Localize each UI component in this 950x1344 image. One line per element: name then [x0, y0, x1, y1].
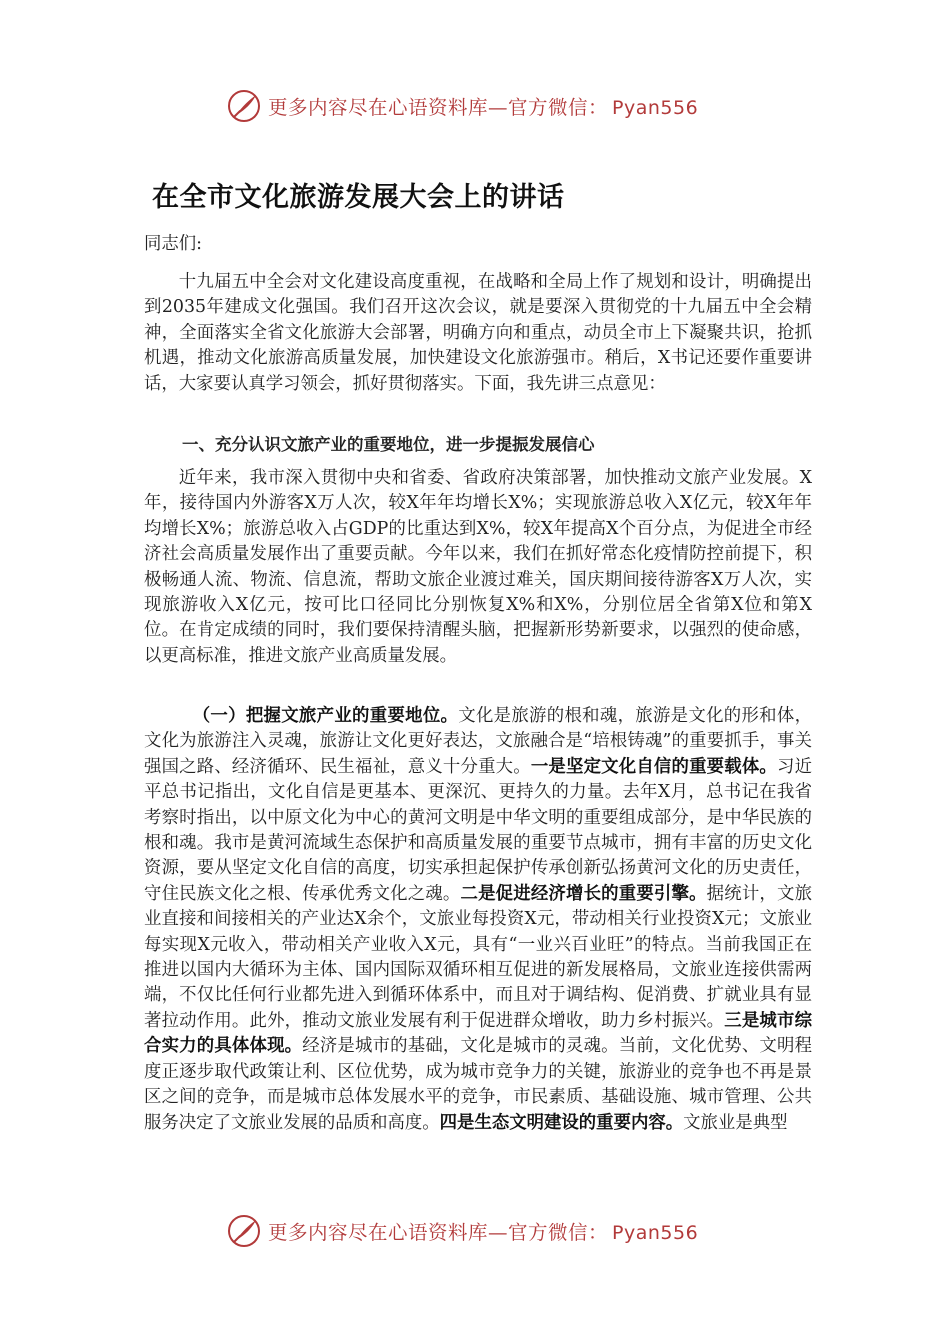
page-title: 在全市文化旅游发展大会上的讲话	[152, 182, 565, 213]
watermark-header	[226, 86, 746, 126]
watermark-footer	[226, 1211, 746, 1251]
subsection-paragraph: （一）把握文旅产业的重要地位。文化是旅游的根和魂，旅游是文化的形和体，文化为旅游注入灵魂，旅游让文化更好表达，文旅融合是“培根铸魂”的重要抓手，事关强国之路、经济循环、民生福祉，意义十分重大。一是坚定文化自信的重要载体。习近平总书记指出，文化自信是更基本、更深沉、更持久的力量。去年X月，总书记在我省考察时指出，以中原文化为中心的黄河文明是中华文明的重要组成部分，是中华民族的根和魂。我市是黄河流域生态保护和高质量发展的重要节点城市，拥有丰富的历史文化资源，要从坚定文化自信的高度，切实承担起保护传承创新弘扬黄河文化的历史责任，守住民族文化之根、传承优秀文化之魂。二是促进经济增长的重要引擎。据统计，文旅业直接和间接相关的产业达X余个，文旅业每投资X元，带动相关行业投资X元；文旅业每实现X元收入，带动相关产业收入X元，具有“一业兴百业旺”的特点。当前我国正在推进以国内大循环为主体、国内国际双循环相互促进的新发展格局，文旅业连接供需两端，不仅比任何行业都先进入到循环体系中，而且对于调结构、促消费、扩就业具有显著拉动作用。此外，推动文旅业发展有利于促进群众增收，助力乡村振兴。三是城市综合实力的具体体现。经济是城市的基础，文化是城市的灵魂。当前，文化优势、文明程度正逐步取代政策让利、区位优势，成为城市竞争力的关键，旅游业的竞争也不再是景区之间的竞争，而是城市总体发展水平的竞争，市民素质、基础设施、城市管理、公共服务决定了文旅业发展的品质和高度。四是生态文明建设的重要内容。文旅业是典型	[144, 706, 812, 1133]
point-one-heading: 一是坚定文化自信的重要载体。	[530, 756, 777, 777]
feather-pen-logo-icon	[226, 1213, 262, 1249]
subsection-lead: （一）把握文旅产业的重要地位。	[192, 706, 459, 726]
point-two-heading: 二是促进经济增长的重要引擎。	[460, 883, 707, 904]
point-three-heading: 三是城市综合实力的具体体现。	[144, 1010, 812, 1057]
watermark-text: 更多内容尽在心语资料库—官方微信： Pyan556	[268, 1221, 699, 1244]
watermark-text: 更多内容尽在心语资料库—官方微信： Pyan556	[268, 96, 699, 119]
point-four-heading: 四是生态文明建设的重要内容。	[439, 1112, 684, 1133]
section-heading: 一、充分认识文旅产业的重要地位，进一步提振发展信心	[182, 435, 595, 454]
section-paragraph: 近年来，我市深入贯彻中央和省委、省政府决策部署，加快推动文旅产业发展。X年，接待国内外游客X万人次，较X年年均增长X%；实现旅游总收入X亿元，较X年年均增长X%；旅游总收入占GDP的比重达到X%，较X年提高X个百分点，为促进全市经济社会高质量发展作出了重要贡献。今年以来，我们在抓好常态化疫情防控前提下，积极畅通人流、物流、信息流，帮助文旅企业渡过难关，国庆期间接待游客X万人次，实现旅游收入X亿元，按可比口径同比分别恢复X%和X%，分别位居全省第X位和第X位。在肯定成绩的同时，我们要保持清醒头脑，把握新形势新要求，以强烈的使命感，以更高标准，推进文旅产业高质量发展。	[144, 468, 812, 666]
intro-paragraph: 十九届五中全会对文化建设高度重视，在战略和全局上作了规划和设计，明确提出到2035年建成文化强国。我们召开这次会议，就是要深入贯彻党的十九届五中全会精神，全面落实全省文化旅游大会部署，明确方向和重点，动员全市上下凝聚共识，抢抓机遇，推动文化旅游高质量发展，加快建设文化旅游强市。稍后，X书记还要作重要讲话，大家要认真学习领会，抓好贯彻落实。下面，我先讲三点意见：	[144, 272, 812, 394]
feather-pen-logo-icon	[226, 88, 262, 124]
salutation: 同志们:	[144, 234, 203, 254]
